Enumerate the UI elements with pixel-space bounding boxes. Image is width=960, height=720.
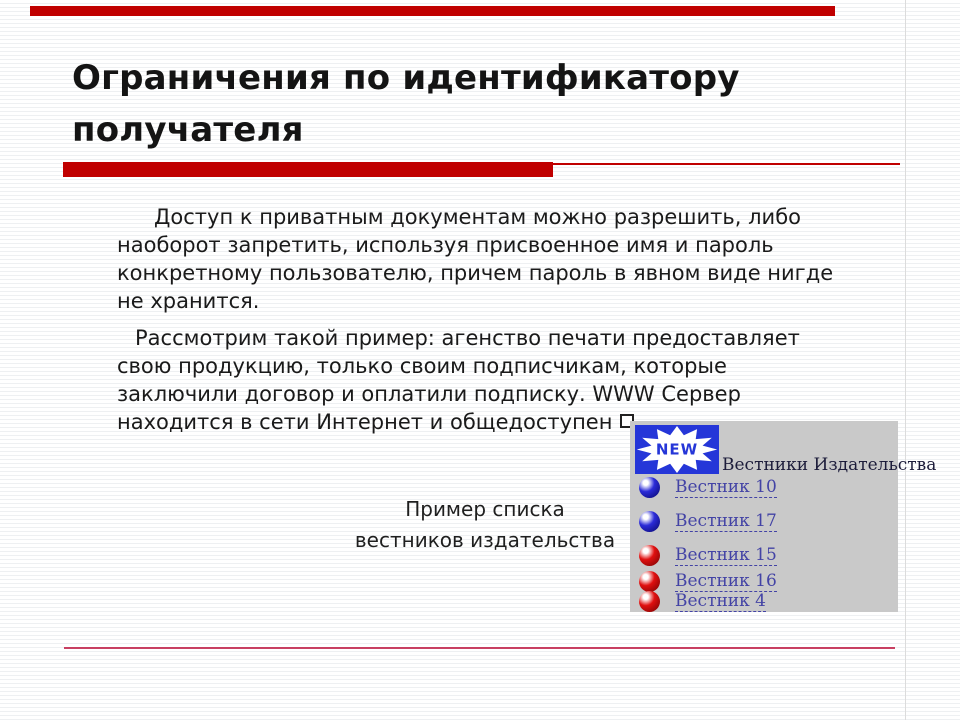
footer-divider-line [64, 647, 895, 649]
vestnik-link[interactable]: Вестник 4 [675, 590, 766, 611]
embedded-screenshot [630, 421, 937, 612]
paragraph-2 [117, 324, 897, 436]
vestnik-link-row[interactable] [639, 509, 777, 533]
vestnik-link-row[interactable] [639, 543, 777, 567]
image-caption [320, 494, 650, 556]
paragraph-1-line: не хранится. [117, 289, 260, 313]
new-badge-label: NEW [655, 440, 699, 459]
paragraph-1-line: конкретному пользователю, причем пароль в явном виде нигде [117, 261, 834, 285]
title-divider-line [553, 163, 900, 165]
right-margin-line [905, 0, 906, 720]
top-accent-bar [30, 6, 835, 16]
image-caption-line-2: вестников издательства [354, 528, 616, 552]
slide-title-line-1: Ограничения по идентификатору [72, 58, 740, 98]
vestnik-link[interactable]: Вестник 10 [675, 476, 777, 497]
vestnik-link[interactable]: Вестник 17 [675, 510, 777, 531]
paragraph-2-line: Рассмотрим такой пример: агенство печати предоставляет [135, 326, 800, 350]
vestnik-link[interactable]: Вестник 16 [675, 570, 777, 591]
body-text [117, 203, 897, 436]
paragraph-1 [117, 203, 897, 315]
vestnik-link[interactable]: Вестник 15 [675, 544, 777, 565]
new-badge [635, 425, 719, 474]
ball-bullet-icon [639, 477, 660, 498]
paragraph-2-line: заключили договор и оплатили подписку. WWW Сервер [117, 382, 741, 406]
ball-bullet-icon [639, 591, 660, 612]
vestnik-link-row[interactable] [639, 475, 777, 499]
image-caption-line-1: Пример списка [405, 497, 565, 521]
ball-bullet-icon [639, 511, 660, 532]
slide-title-line-2: получателя [72, 110, 304, 150]
paragraph-2-line: свою продукцию, только своим подписчикам, которые [117, 354, 727, 378]
vestnik-link-row[interactable] [639, 589, 766, 613]
ball-bullet-icon [639, 545, 660, 566]
slide-title [72, 52, 892, 156]
title-divider-bar [63, 162, 553, 177]
paragraph-2-line: находится в сети Интернет и общедоступен [117, 410, 613, 434]
paragraph-1-line: Доступ к приватным документам можно разрешить, либо [154, 205, 802, 229]
paragraph-1-line: наоборот запретить, используя присвоенное имя и пароль [117, 233, 774, 257]
screenshot-header: Вестники Издательства [722, 455, 937, 475]
